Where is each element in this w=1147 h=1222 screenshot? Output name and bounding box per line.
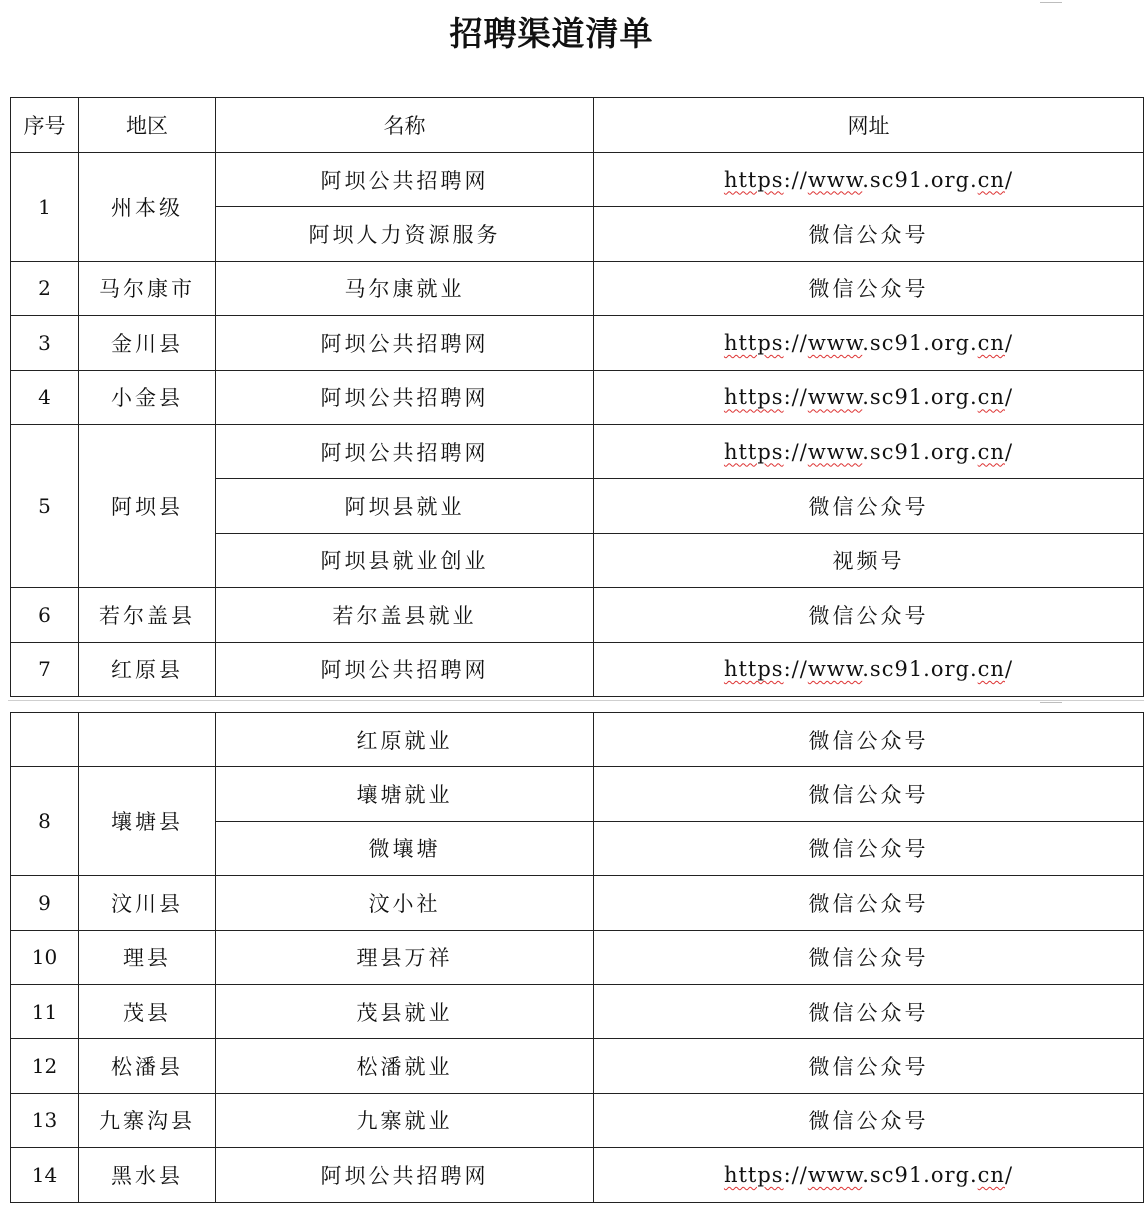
table-row <box>11 424 1144 478</box>
channel-name-cell: 阿坝县就业创业 <box>216 533 594 587</box>
url-cell <box>594 424 1144 478</box>
url-part: www <box>807 439 863 464</box>
table-row <box>11 1148 1144 1202</box>
row-number: 9 <box>11 876 79 930</box>
url-part: www <box>807 385 863 410</box>
channel-type-cell: 微信公众号 <box>594 207 1144 261</box>
url-part: .sc91.org. <box>862 167 978 192</box>
header-region: 地区 <box>79 98 216 153</box>
row-number: 8 <box>11 767 79 876</box>
url-part: :// <box>783 1162 808 1187</box>
region-cell: 茂县 <box>79 984 216 1038</box>
row-number: 11 <box>11 984 79 1038</box>
channel-type-cell: 微信公众号 <box>594 1093 1144 1147</box>
recruitment-table-page2 <box>10 712 1144 1203</box>
url-part: :// <box>783 657 808 682</box>
channel-name-cell: 茂县就业 <box>216 984 594 1038</box>
channel-name-cell: 阿坝公共招聘网 <box>216 316 594 370</box>
channel-name-cell: 阿坝公共招聘网 <box>216 370 594 424</box>
channel-name-cell: 阿坝公共招聘网 <box>216 642 594 696</box>
row-number: 4 <box>11 370 79 424</box>
channel-name-cell: 九寨就业 <box>216 1093 594 1147</box>
channel-type-cell: 微信公众号 <box>594 767 1144 821</box>
url-part: https <box>723 385 784 410</box>
page-title: 招聘渠道清单 <box>449 14 654 53</box>
table-row <box>11 1093 1144 1147</box>
url-cell <box>594 642 1144 696</box>
row-number: 7 <box>11 642 79 696</box>
region-cell: 九寨沟县 <box>79 1093 216 1147</box>
channel-name-cell: 松潘就业 <box>216 1039 594 1093</box>
url-part: .sc91.org. <box>862 330 978 355</box>
url-cell <box>594 370 1144 424</box>
url-part: cn <box>977 1162 1005 1187</box>
table-row <box>11 713 1144 767</box>
url-part: https <box>723 167 784 192</box>
channel-name-cell: 阿坝公共招聘网 <box>216 1148 594 1202</box>
region-cell: 金川县 <box>79 316 216 370</box>
url-part: https <box>723 657 784 682</box>
url-cell <box>594 153 1144 207</box>
url-part: / <box>1004 439 1014 464</box>
url-part: / <box>1004 167 1014 192</box>
url-part: www <box>807 1162 863 1187</box>
table-row <box>11 930 1144 984</box>
channel-type-cell: 视频号 <box>594 533 1144 587</box>
row-number: 6 <box>11 588 79 642</box>
row-number: 10 <box>11 930 79 984</box>
region-cell: 黑水县 <box>79 1148 216 1202</box>
channel-type-cell: 微信公众号 <box>594 984 1144 1038</box>
channel-type-cell: 微信公众号 <box>594 588 1144 642</box>
region-cell: 州本级 <box>79 153 216 262</box>
url-part: / <box>1004 1162 1014 1187</box>
url-part: https <box>723 330 784 355</box>
row-number <box>11 713 79 767</box>
region-cell: 松潘县 <box>79 1039 216 1093</box>
region-cell: 小金县 <box>79 370 216 424</box>
url-part: www <box>807 657 863 682</box>
url-part: :// <box>783 167 808 192</box>
table-row <box>11 316 1144 370</box>
region-cell: 理县 <box>79 930 216 984</box>
page-corner-mark <box>1040 2 1062 7</box>
url-part: cn <box>977 439 1005 464</box>
channel-type-cell: 微信公众号 <box>594 876 1144 930</box>
url-part: / <box>1004 330 1014 355</box>
channel-name-cell: 阿坝公共招聘网 <box>216 424 594 478</box>
channel-name-cell: 红原就业 <box>216 713 594 767</box>
url-part: cn <box>977 167 1005 192</box>
table-row <box>11 642 1144 696</box>
url-part: cn <box>977 657 1005 682</box>
page-corner-mark <box>1040 702 1062 707</box>
table-row <box>11 588 1144 642</box>
region-cell: 若尔盖县 <box>79 588 216 642</box>
url-part: www <box>807 167 863 192</box>
channel-name-cell: 阿坝县就业 <box>216 479 594 533</box>
region-cell <box>79 713 216 767</box>
table-row <box>11 370 1144 424</box>
page-break-line <box>8 700 1144 701</box>
url-part: :// <box>783 439 808 464</box>
channel-name-cell: 理县万祥 <box>216 930 594 984</box>
region-cell: 汶川县 <box>79 876 216 930</box>
channel-name-cell: 汶小社 <box>216 876 594 930</box>
url-part: .sc91.org. <box>862 439 978 464</box>
channel-name-cell: 壤塘就业 <box>216 767 594 821</box>
channel-type-cell: 微信公众号 <box>594 261 1144 315</box>
url-part: www <box>807 330 863 355</box>
table-row <box>11 767 1144 821</box>
url-part: https <box>723 439 784 464</box>
row-number: 5 <box>11 424 79 587</box>
row-number: 1 <box>11 153 79 262</box>
url-cell <box>594 1148 1144 1202</box>
table-row <box>11 1039 1144 1093</box>
url-part: .sc91.org. <box>862 1162 978 1187</box>
url-part: :// <box>783 330 808 355</box>
header-url: 网址 <box>594 98 1144 153</box>
row-number: 3 <box>11 316 79 370</box>
channel-name-cell: 阿坝人力资源服务 <box>216 207 594 261</box>
recruitment-table-page1 <box>10 97 1144 697</box>
channel-type-cell: 微信公众号 <box>594 930 1144 984</box>
channel-type-cell: 微信公众号 <box>594 1039 1144 1093</box>
header-name: 名称 <box>216 98 594 153</box>
url-part: .sc91.org. <box>862 657 978 682</box>
region-cell: 马尔康市 <box>79 261 216 315</box>
table-header-row <box>11 98 1144 153</box>
table-row <box>11 984 1144 1038</box>
region-cell: 红原县 <box>79 642 216 696</box>
url-part: / <box>1004 385 1014 410</box>
url-part: / <box>1004 657 1014 682</box>
channel-name-cell: 马尔康就业 <box>216 261 594 315</box>
channel-type-cell: 微信公众号 <box>594 713 1144 767</box>
table-row <box>11 261 1144 315</box>
row-number: 2 <box>11 261 79 315</box>
channel-name-cell: 微壤塘 <box>216 821 594 875</box>
url-part: .sc91.org. <box>862 385 978 410</box>
url-part: :// <box>783 385 808 410</box>
region-cell: 壤塘县 <box>79 767 216 876</box>
channel-name-cell: 阿坝公共招聘网 <box>216 153 594 207</box>
url-part: cn <box>977 385 1005 410</box>
url-part: https <box>723 1162 784 1187</box>
row-number: 13 <box>11 1093 79 1147</box>
row-number: 14 <box>11 1148 79 1202</box>
table-row <box>11 876 1144 930</box>
url-cell <box>594 316 1144 370</box>
header-no: 序号 <box>11 98 79 153</box>
region-cell: 阿坝县 <box>79 424 216 587</box>
channel-type-cell: 微信公众号 <box>594 479 1144 533</box>
table-row <box>11 153 1144 207</box>
channel-type-cell: 微信公众号 <box>594 821 1144 875</box>
row-number: 12 <box>11 1039 79 1093</box>
channel-name-cell: 若尔盖县就业 <box>216 588 594 642</box>
url-part: cn <box>977 330 1005 355</box>
